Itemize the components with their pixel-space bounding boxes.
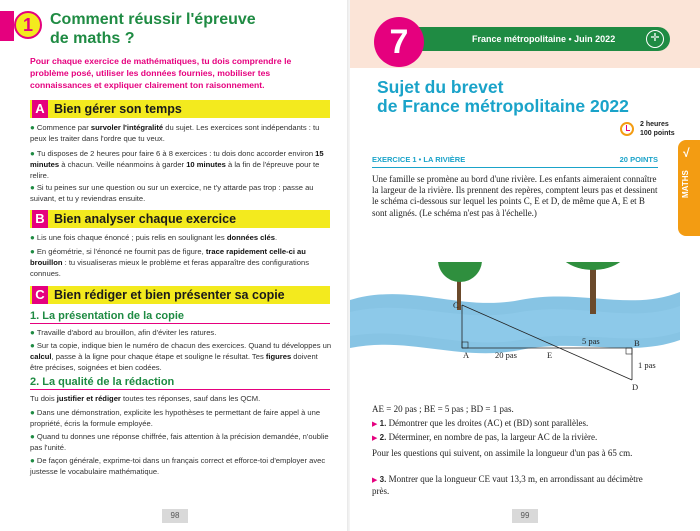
section-a-paragraph-1: ● Commence par survoler l'intégralité du sujet. Les exercices sont indépendants : tu peux les traiter dans l'ordre que tu veux. (30, 123, 320, 144)
bd-length-label: 1 pas (638, 360, 656, 370)
chapter-number-badge: 1 (14, 11, 42, 39)
givens: AE = 20 pas ; BE = 5 pas ; BD = 1 pas. (372, 404, 514, 414)
clock-icon (620, 122, 634, 136)
river-diagram (350, 262, 680, 402)
compass-icon: ✛ (646, 30, 664, 48)
exercise-statement: Une famille se promène au bord d'une rivière. Les enfants aimeraient connaître la largeur de la rivière. Ils prennent des repères, comptent leurs pas et dessinent le schéma ci-dessous sur lequel les points C, E et D, de même que A, E et B sont alignés. (Le schéma n'est pas à l'échelle.) (372, 174, 658, 218)
question-2: ▶ 2. Déterminer, en nombre de pas, la largeur AC de la rivière. (372, 432, 598, 442)
section-a-paragraph-3: ● Si tu peines sur une question ou sur un exercice, ne t'y attarde pas trop : passe au suivant, et tu y reviendras ensuite. (30, 183, 314, 204)
subsection-2-paragraph-0: Tu dois justifier et rédiger toutes tes réponses, sauf dans les QCM. (30, 394, 261, 403)
page-number-right: 99 (512, 509, 538, 523)
point-d-label: D (632, 382, 639, 392)
section-b-heading: B Bien analyser chaque exercice (30, 210, 330, 228)
question-1: ▶ 1. Démontrer que les droites (AC) et (BD) sont parallèles. (372, 418, 589, 428)
section-b-paragraph-1: ● Lis une fois chaque énoncé ; puis relis en soulignant les données clés. (30, 233, 278, 242)
question-3: ▶ 3. Montrer que la longueur CE vaut 13,3 m, en arrondissant au décimètre près. (372, 474, 643, 497)
exercise-heading: EXERCICE 1 • LA RIVIÈRE 20 POINTS (372, 155, 658, 168)
point-e-label: E (547, 350, 553, 360)
exam-header-bar: France métropolitaine • Juin 2022 ✛ (414, 27, 670, 51)
subsection-2-paragraph-3: ● De façon générale, exprime-toi dans un français correct et efforce-toi d'employer avec justesse le vocabulaire mathématique. (30, 456, 326, 477)
section-a-heading: A Bien gérer son temps (30, 100, 330, 118)
section-c-heading: C Bien rédiger et bien présenter sa copie (30, 286, 330, 304)
subsection-1-paragraph-2: ● Sur ta copie, indique bien le numéro de chacun des exercices. Quand tu développes un calcul, passe à la ligne pour chaque étape et souligne le résultat. Tes figures doivent être précises, soignées et bien codées. (30, 341, 332, 373)
right-page (350, 0, 700, 531)
subsection-2-heading: 2. La qualité de la rédaction (30, 376, 330, 390)
point-b-label: B (634, 338, 640, 348)
subsection-2-paragraph-1: ● Dans une démonstration, explicite les hypothèses te permettant de faire appel à une propriété, écris la formule employée. (30, 408, 321, 429)
unit-note: Pour les questions qui suivent, on assimile la longueur d'un pas à 65 cm. (372, 448, 633, 458)
maths-side-tab: √ MATHS (678, 140, 700, 236)
ae-length-label: 20 pas (495, 350, 517, 360)
exam-title: Sujet du brevet de France métropolitaine 2022 (377, 77, 629, 116)
page-number-left: 98 (162, 509, 188, 523)
subsection-1-heading: 1. La présentation de la copie (30, 310, 330, 324)
square-root-icon: √ (683, 146, 690, 160)
subsection-1-paragraph-1: ● Travaille d'abord au brouillon, afin d'éviter les ratures. (30, 328, 217, 337)
subsection-2-paragraph-2: ● Quand tu donnes une réponse chiffrée, fais attention à la précision demandée, n'oublie pas l'unité. (30, 432, 329, 453)
eb-length-label: 5 pas (582, 336, 600, 346)
point-a-label: A (463, 350, 470, 360)
duration-info: 2 heures 100 points (620, 120, 690, 142)
section-b-paragraph-2: ● En géométrie, si l'énoncé ne fournit pas de figure, trace rapidement celle-ci au brouillon : tu visualiseras mieux le problème et feras apparaître des configurations connues. (30, 247, 309, 279)
section-a-paragraph-2: ● Tu disposes de 2 heures pour faire 6 à 8 exercices : tu dois donc accorder environ 15 minutes à chacun. Veille néanmoins à garder 10 minutes à la fin de l'épreuve pour te relire. (30, 149, 324, 181)
chapter-tab (0, 11, 14, 41)
intro-text: Pour chaque exercice de mathématiques, tu dois comprendre le problème posé, utiliser les données fournies, mobiliser tes connaissances et expliquer clairement ton raisonnement. (30, 56, 292, 90)
page-title: Comment réussir l'épreuve de maths ? (50, 11, 256, 47)
chapter-number-badge-right: 7 (374, 17, 424, 67)
point-c-label: C (453, 300, 459, 310)
